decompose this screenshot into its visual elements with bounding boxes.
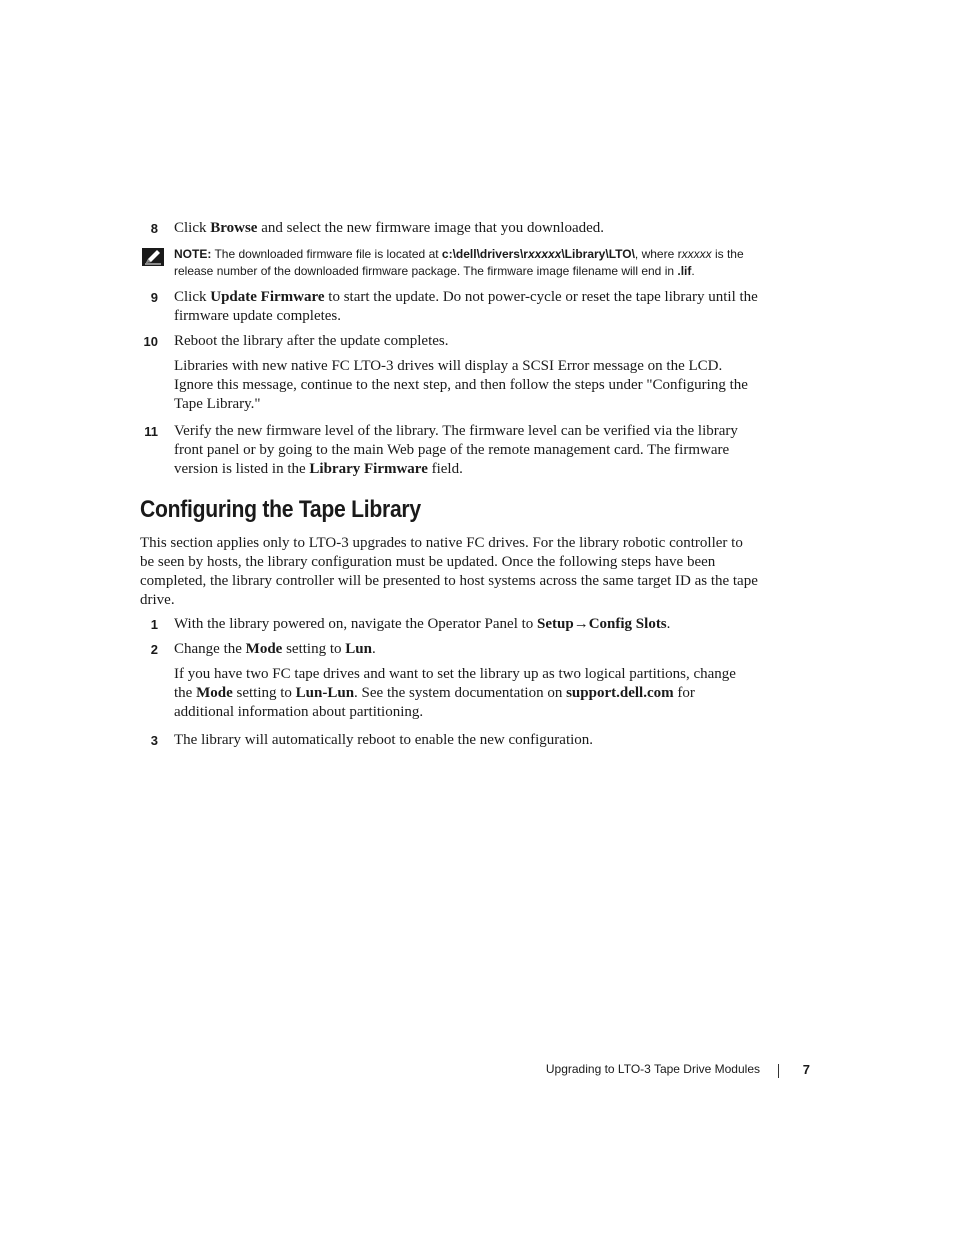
footer-divider [778, 1064, 779, 1078]
config-step-3 [140, 731, 760, 750]
page-number: 7 [802, 1062, 810, 1077]
step-number: 2 [150, 642, 158, 657]
step-9 [140, 288, 760, 326]
step-8 [140, 219, 760, 238]
note-box [140, 246, 760, 280]
step-number: 8 [150, 221, 158, 236]
step-text: Click Browse and select the new firmware image that you downloaded. [174, 220, 605, 236]
step-number: 3 [150, 733, 158, 748]
section-title: Configuring the Tape Library [140, 496, 421, 523]
support-site-link: support.dell.com [566, 685, 674, 701]
update-firmware-label: Update Firmware [210, 289, 325, 305]
step-10 [140, 332, 760, 414]
note-text: NOTE: The downloaded firmware file is located at c:\dell\drivers\rxxxxx\Library\LTO\, where rxxxxx is the release number of the downloaded firmware package. The firmware image filename will end in .lif. [174, 247, 744, 278]
step-number: 9 [150, 290, 158, 305]
step-number: 11 [144, 424, 158, 439]
step-number: 1 [150, 617, 158, 632]
step-text: Click Update Firmware to start the update. Do not power-cycle or reset the tape library until the firmware update completes. [174, 289, 758, 324]
step-subtext: Libraries with new native FC LTO-3 drives will display a SCSI Error message on the LCD. Ignore this message, continue to the next step, and then follow the steps under "Configuring the Tape Library." [174, 358, 748, 412]
step-11 [140, 422, 760, 479]
pencil-note-icon [142, 248, 164, 266]
config-step-1 [140, 615, 760, 634]
section-intro: This section applies only to LTO-3 upgrades to native FC drives. For the library robotic controller to be seen by hosts, the library configuration must be updated. Once the following steps have been completed, the library controller will be presented to host systems across the same target ID as the tape drive. [140, 535, 758, 608]
config-step-2 [140, 640, 760, 722]
browse-label: Browse [210, 220, 258, 236]
step-subtext: If you have two FC tape drives and want to set the library up as two logical partitions, change the Mode setting to Lun-Lun. See the system documentation on support.dell.com for additional information about partitioning. [174, 666, 736, 720]
step-number: 10 [143, 334, 158, 349]
footer-title: Upgrading to LTO-3 Tape Drive Modules [545, 1062, 760, 1076]
step-text: Change the Mode setting to Lun. [174, 641, 376, 657]
step-text: The library will automatically reboot to enable the new configuration. [174, 732, 594, 748]
step-text: With the library powered on, navigate the Operator Panel to Setup→Config Slots. [174, 616, 671, 632]
step-text: Reboot the library after the update completes. [174, 333, 449, 349]
note-label: NOTE: [174, 247, 212, 261]
library-firmware-label: Library Firmware [309, 461, 428, 477]
step-text: Verify the new firmware level of the library. The firmware level can be verified via the library front panel or by going to the main Web page of the remote management card. The firmware version is listed in the Library Firmware field. [174, 423, 738, 477]
arrow-right-icon: → [573, 616, 589, 632]
